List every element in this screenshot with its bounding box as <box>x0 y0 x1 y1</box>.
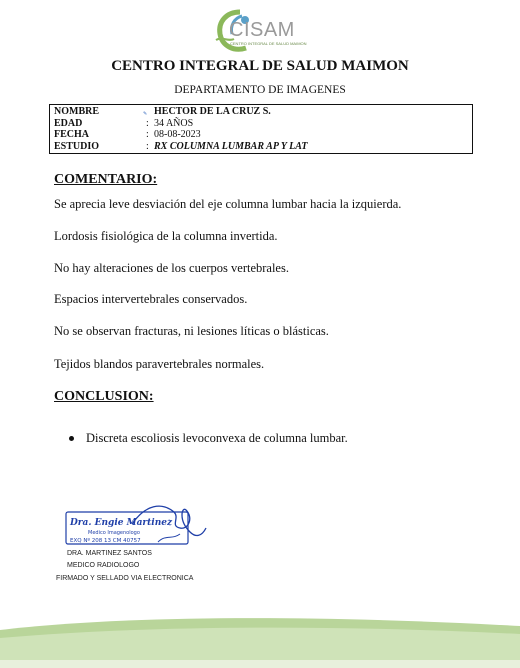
comment-line: Tejidos blandos paravertebrales normales. <box>54 357 265 371</box>
separator: : <box>146 117 149 129</box>
comment-line: Lordosis fisiológica de la columna invertida. <box>54 229 278 243</box>
patient-date-value: 08-08-2023 <box>154 129 201 141</box>
comment-line: No se observan fracturas, ni lesiones líticas o blásticas. <box>54 324 329 338</box>
comment-line: No hay alteraciones de los cuerpos vertebrales. <box>54 261 289 275</box>
conclusion-heading: CONCLUSION: <box>54 389 154 404</box>
svg-text:Medico Imagenologo: Medico Imagenologo <box>88 530 140 536</box>
doctor-title: MEDICO RADIOLOGO <box>67 562 140 569</box>
signature-note: FIRMADO Y SELLADO VIA ELECTRONICA <box>56 575 194 582</box>
conclusion-item <box>69 431 348 446</box>
patient-row-date <box>54 129 472 141</box>
doctor-name: DRA. MARTINEZ SANTOS <box>67 550 152 557</box>
patient-info-box <box>49 104 473 154</box>
svg-text:Dra. Engie Martinez: Dra. Engie Martinez <box>70 518 173 528</box>
patient-label: NOMBRE <box>54 106 99 117</box>
center-name-title: CENTRO INTEGRAL DE SALUD MAIMON <box>111 58 409 74</box>
logo-wordmark: CISAM <box>229 19 295 41</box>
patient-row-name <box>54 106 472 118</box>
bullet-icon <box>69 436 74 441</box>
patient-label: FECHA <box>54 129 89 141</box>
comment-line: Espacios intervertebrales conservados. <box>54 292 248 306</box>
small-edit-icon: ✎ <box>143 112 148 117</box>
footer-wave <box>0 612 520 668</box>
patient-row-study <box>54 141 472 153</box>
logo-subtitle: CENTRO INTEGRAL DE SALUD MAIMON <box>230 41 307 46</box>
patient-name-value: HECTOR DE LA CRUZ S. <box>154 106 271 117</box>
patient-label: EDAD <box>54 117 83 129</box>
separator: : <box>146 129 149 141</box>
comment-line: Se aprecia leve desviación del eje columna lumbar hacia la izquierda. <box>54 197 402 211</box>
comment-heading: COMENTARIO: <box>54 172 158 187</box>
department-subtitle: DEPARTAMENTO DE IMAGENES <box>174 84 346 96</box>
patient-study-value: RX COLUMNA LUMBAR AP Y LAT <box>154 140 308 152</box>
patient-label: ESTUDIO <box>54 140 100 152</box>
svg-text:EXQ Nº 208 13 CM 40757: EXQ Nº 208 13 CM 40757 <box>70 538 141 544</box>
separator: : <box>146 140 149 152</box>
patient-age-value: 34 AÑOS <box>154 117 194 129</box>
doctor-stamp-signature <box>62 498 212 554</box>
patient-row-age <box>54 118 472 130</box>
conclusion-item-text: Discreta escoliosis levoconvexa de columna lumbar. <box>86 431 348 445</box>
